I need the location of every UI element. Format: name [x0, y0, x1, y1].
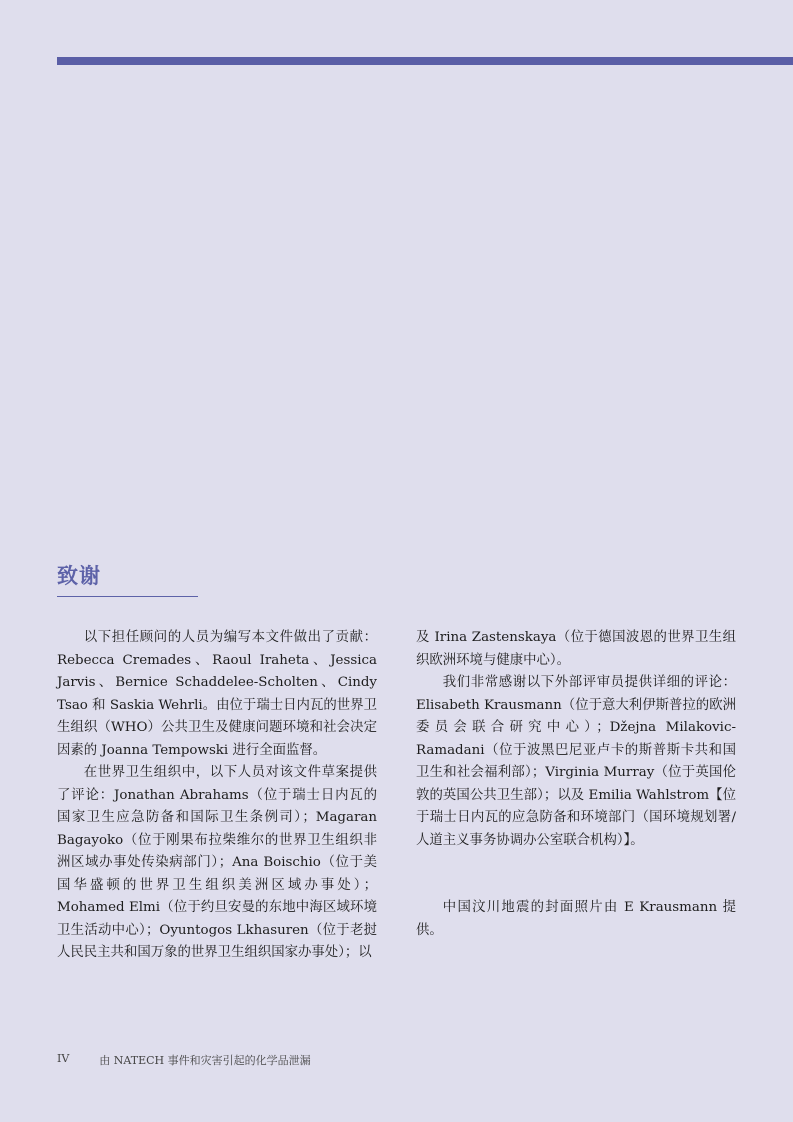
- paragraph-external-reviewers: 我们非常感谢以下外部评审员提供详细的评论：Elisabeth Krausmann（位于意大利伊斯普拉的欧洲委员会联合研究中心）；Džejna Milakovic-Ramadani（位于波黑巴尼亚卢卡的斯普斯卡共和国卫生和社会福利部）；Virginia Murray（位于英国伦敦的英国公共卫生部）；以及 Emilia Wahlstrom【位于瑞士日内瓦的应急防备和环境部门（国环境规划署/人道主义事务协调办公室联合机构）】。: [416, 675, 736, 848]
- left-text-column: [57, 627, 377, 965]
- page-number: IV: [57, 1052, 70, 1065]
- top-accent-rule: [57, 57, 793, 65]
- paragraph-who-reviewers: 在世界卫生组织中，以下人员对该文件草案提供了评论：Jonathan Abrahams（位于瑞士日内瓦的国家卫生应急防备和国际卫生条例司）；Magaran Bagayoko（位于刚果布拉柴维尔的世界卫生组织非洲区域办事处传染病部门）；Ana Boischio（位于美国华盛顿的世界卫生组织美洲区域办事处）；Mohamed Elmi（位于约旦安曼的东地中海区域环境卫生活动中心）；Oyuntogos Lkhasuren（位于老挝人民民主共和国万象的世界卫生组织国家办事处）；以: [57, 765, 377, 960]
- heading-underline: [57, 596, 198, 597]
- page-footer: [57, 1052, 311, 1068]
- document-title: 由 NATECH 事件和灾害引起的化学品泄漏: [99, 1054, 311, 1067]
- paragraph-cover-photo-credit: 中国汶川地震的封面照片由 E Krausmann 提供。: [416, 900, 736, 938]
- paragraph-who-reviewers-continued: 及 Irina Zastenskaya（位于德国波恩的世界卫生组织欧洲环境与健康中心）。: [416, 630, 736, 668]
- right-text-column: [416, 627, 736, 942]
- paragraph-consultants: 以下担任顾问的人员为编写本文件做出了贡献：Rebecca Cremades、Raoul Iraheta、Jessica Jarvis、Bernice Schaddelee-Scholten、Cindy Tsao 和 Saskia Wehrli。由位于瑞士日内瓦的世界卫生组织（WHO）公共卫生及健康问题环境和社会决定因素的 Joanna Tempowski 进行全面监督。: [57, 630, 377, 758]
- section-heading: 致谢: [57, 564, 101, 589]
